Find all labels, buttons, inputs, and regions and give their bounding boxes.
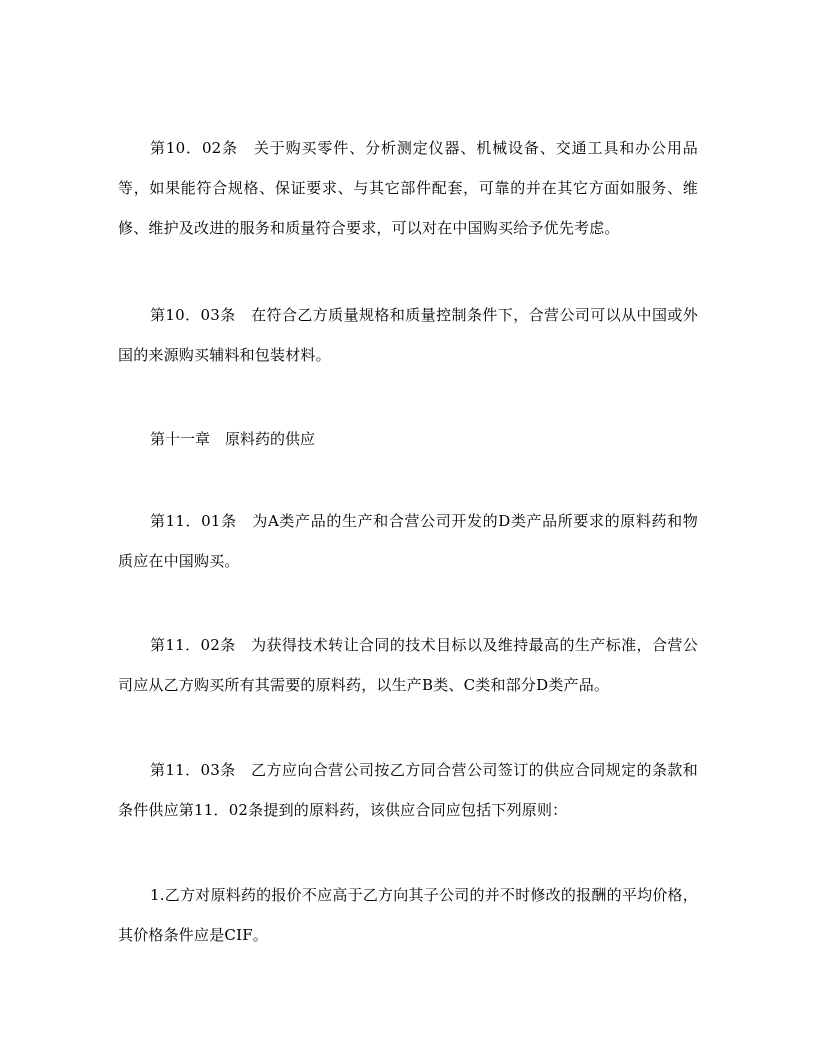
principle-1: 1.乙方对原料药的报价不应高于乙方向其子公司的并不时修改的报酬的平均价格，其价格条件应是CIF。: [118, 886, 698, 944]
article-11-03: 第11．03条 乙方应向合营公司按乙方同合营公司签订的供应合同规定的条款和条件供应第11．02条提到的原料药，该供应合同应包括下列原则：: [118, 761, 698, 819]
chapter-11-heading: 第十一章 原料药的供应: [150, 430, 316, 448]
article-10-02: 第10．02条 关于购买零件、分析测定仪器、机械设备、交通工具和办公用品等，如果能符合规格、保证要求、与其它部件配套，可靠的并在其它方面如服务、维修、维护及改进的服务和质量符合要求，可以对在中国购买给予优先考虑。: [118, 139, 698, 237]
article-11-02: 第11．02条 为获得技术转让合同的技术目标以及维持最高的生产标准，合营公司应从乙方购买所有其需要的原料药，以生产B类、C类和部分D类产品。: [118, 636, 698, 694]
article-10-03: 第10．03条 在符合乙方质量规格和质量控制条件下，合营公司可以从中国或外国的来源购买辅料和包装材料。: [118, 306, 698, 364]
article-11-01: 第11．01条 为A类产品的生产和合营公司开发的D类产品所要求的原料药和物质应在中国购买。: [118, 512, 698, 570]
